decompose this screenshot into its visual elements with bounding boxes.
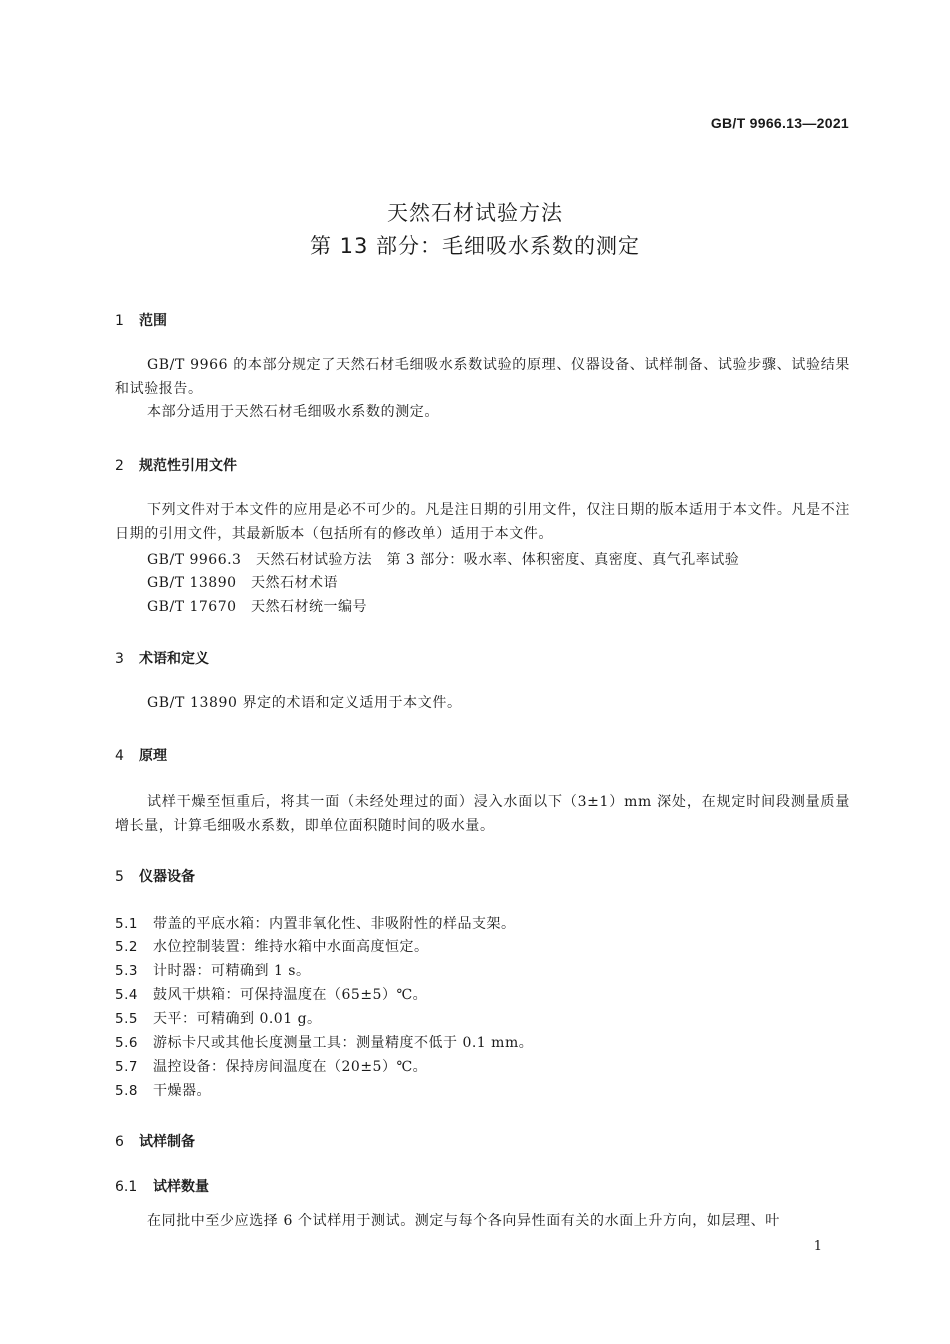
reference-item: GB/T 13890 天然石材术语 <box>147 575 339 591</box>
section-heading-3 <box>115 648 209 668</box>
paragraph: 下列文件对于本文件的应用是必不可少的。凡是注日期的引用文件，仅注日期的版本适用于本文件。凡是不注日期的引用文件，其最新版本（包括所有的修改单）适用于本文件。 <box>115 502 850 542</box>
section-heading-2 <box>115 455 237 475</box>
list-item <box>115 1056 427 1076</box>
section-heading-6 <box>115 1131 195 1151</box>
item-number: 5.5 <box>115 1011 138 1027</box>
item-number: 5.7 <box>115 1059 138 1075</box>
section-heading-1 <box>115 310 167 330</box>
page-number: 1 <box>813 1239 822 1254</box>
section-number: 2 <box>115 458 124 474</box>
list-item <box>115 913 516 933</box>
subsection-title: 试样数量 <box>153 1179 209 1195</box>
section-title: 试样制备 <box>139 1134 195 1150</box>
section-heading-5 <box>115 866 195 886</box>
item-text: 游标卡尺或其他长度测量工具：测量精度不低于 0.1 mm。 <box>153 1035 534 1051</box>
item-text: 计时器：可精确到 1 s。 <box>153 963 311 979</box>
list-item <box>115 1032 533 1052</box>
paragraph: 在同批中至少应选择 6 个试样用于测试。测定与每个各向异性面有关的水面上升方向，如层理、叶 <box>147 1213 780 1229</box>
item-text: 鼓风干烘箱：可保持温度在（65±5）℃。 <box>153 987 428 1003</box>
item-text: 温控设备：保持房间温度在（20±5）℃。 <box>153 1059 428 1075</box>
reference-item: GB/T 9966.3 天然石材试验方法 第 3 部分：吸水率、体积密度、真密度、真气孔率试验 <box>147 552 740 568</box>
list-item <box>115 960 311 980</box>
section-number: 3 <box>115 651 124 667</box>
section-title: 原理 <box>139 748 167 764</box>
item-number: 5.2 <box>115 939 138 955</box>
list-item <box>115 1080 211 1100</box>
subsection-number: 6.1 <box>115 1179 138 1195</box>
item-text: 带盖的平底水箱：内置非氧化性、非吸附性的样品支架。 <box>153 916 516 932</box>
list-item <box>115 936 429 956</box>
section-number: 5 <box>115 869 124 885</box>
item-text: 天平：可精确到 0.01 g。 <box>153 1011 322 1027</box>
paragraph: 试样干燥至恒重后，将其一面（未经处理过的面）浸入水面以下（3±1）mm 深处，在规定时间段测量质量增长量，计算毛细吸水系数，即单位面积随时间的吸水量。 <box>115 794 850 834</box>
section-title: 规范性引用文件 <box>139 458 237 474</box>
paragraph: GB/T 13890 界定的术语和定义适用于本文件。 <box>147 695 462 711</box>
section-number: 6 <box>115 1134 124 1150</box>
item-number: 5.3 <box>115 963 138 979</box>
item-number: 5.6 <box>115 1035 138 1051</box>
list-item <box>115 1008 322 1028</box>
section-title: 仪器设备 <box>139 869 195 885</box>
section-heading-4 <box>115 745 167 765</box>
section-number: 1 <box>115 313 124 329</box>
document-subtitle: 第 13 部分：毛细吸水系数的测定 <box>309 234 641 258</box>
item-text: 水位控制装置：维持水箱中水面高度恒定。 <box>153 939 429 955</box>
document-title: 天然石材试验方法 <box>387 201 563 225</box>
section-title: 范围 <box>139 313 167 329</box>
list-item <box>115 984 427 1004</box>
paragraph: GB/T 9966 的本部分规定了天然石材毛细吸水系数试验的原理、仪器设备、试样制备、试验步骤、试验结果和试验报告。 <box>115 357 850 397</box>
item-number: 5.1 <box>115 916 138 932</box>
reference-item: GB/T 17670 天然石材统一编号 <box>147 599 368 615</box>
item-text: 干燥器。 <box>153 1083 211 1099</box>
paragraph: 本部分适用于天然石材毛细吸水系数的测定。 <box>147 404 439 420</box>
standard-code: GB/T 9966.13—2021 <box>710 115 849 131</box>
subsection-heading-6-1 <box>115 1176 209 1196</box>
section-number: 4 <box>115 748 124 764</box>
section-title: 术语和定义 <box>139 651 209 667</box>
item-number: 5.8 <box>115 1083 138 1099</box>
item-number: 5.4 <box>115 987 138 1003</box>
